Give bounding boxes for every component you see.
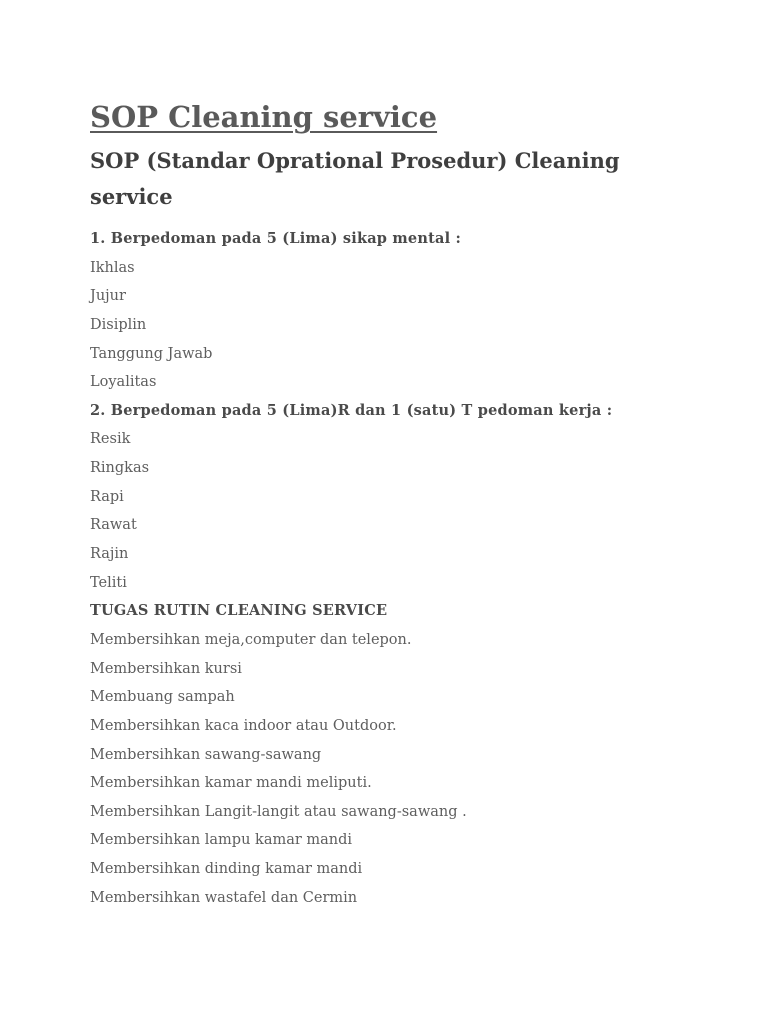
document-title-link[interactable]: SOP Cleaning service <box>90 100 438 134</box>
list-item: Membersihkan kursi <box>90 660 242 677</box>
section-heading: 2. Berpedoman pada 5 (Lima)R dan 1 (satu) T pedoman kerja : <box>90 401 613 419</box>
list-item: Membersihkan sawang-sawang <box>90 746 322 763</box>
list-item: Loyalitas <box>90 374 157 391</box>
list-item: Rawat <box>90 517 137 534</box>
list-item: Membersihkan kaca indoor atau Outdoor. <box>90 717 397 734</box>
list-item: Resik <box>90 431 131 448</box>
list-item: Membersihkan Langit-langit atau sawang-sawang . <box>90 803 467 820</box>
list-item: Ringkas <box>90 460 150 477</box>
list-item: Membersihkan meja,computer dan telepon. <box>90 631 412 648</box>
list-item: Tanggung Jawab <box>90 345 213 362</box>
list-item: Membersihkan dinding kamar mandi <box>90 861 363 878</box>
list-item: Membersihkan kamar mandi meliputi. <box>90 775 372 792</box>
list-item: Disiplin <box>90 316 147 333</box>
list-item: Membuang sampah <box>90 689 235 706</box>
section-heading: 1. Berpedoman pada 5 (Lima) sikap mental : <box>90 230 462 247</box>
list-item: Membersihkan lampu kamar mandi <box>90 832 353 849</box>
document-body <box>90 225 730 912</box>
list-item: Membersihkan wastafel dan Cermin <box>90 889 358 906</box>
list-item: Jujur <box>90 288 126 305</box>
list-item: Ikhlas <box>90 259 135 276</box>
list-item: Rapi <box>90 488 124 505</box>
section-heading: TUGAS RUTIN CLEANING SERVICE <box>90 602 388 620</box>
list-item: Rajin <box>90 546 129 563</box>
list-item: Teliti <box>90 574 127 591</box>
document-subtitle: SOP (Standar Oprational Prosedur) Cleaning service <box>90 148 620 209</box>
